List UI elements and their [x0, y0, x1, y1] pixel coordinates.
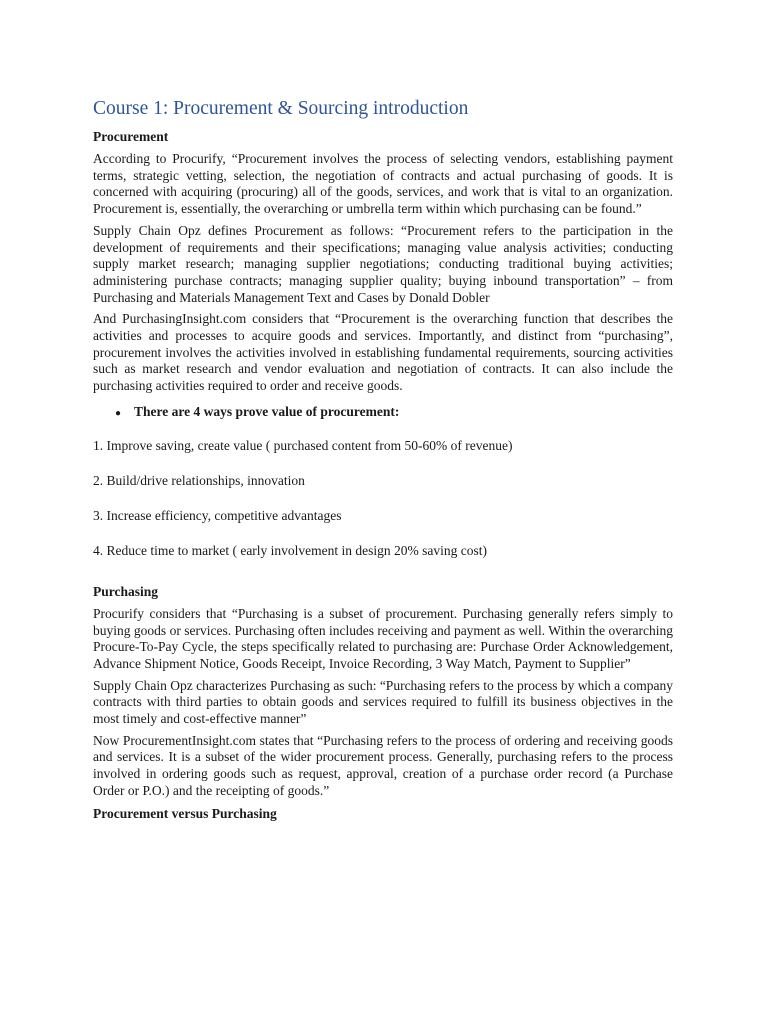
- way-item-1: 1. Improve saving, create value ( purchased content from 50-60% of revenue): [93, 437, 513, 453]
- versus-heading: Procurement versus Purchasing: [93, 805, 277, 821]
- way-item-2: 2. Build/drive relationships, innovation: [93, 472, 305, 488]
- purchasing-heading: Purchasing: [93, 583, 159, 599]
- bullet-icon: ●: [115, 407, 122, 419]
- purchasing-paragraph-supply-chain-opz: Supply Chain Opz characterizes Purchasing as such: “Purchasing refers to the process by which a company contracts with third parties to obtain goods and services required to fulfill its business objectives in the most timely and cost-effective manner”: [93, 677, 673, 727]
- bullet-text: There are 4 ways prove value of procurement:: [134, 403, 400, 419]
- document-page: [93, 96, 673, 828]
- procurement-paragraph-procurify: According to Procurify, “Procurement involves the process of selecting vendors, establishing payment terms, strategic vetting, selection, the negotiation of contracts and actual purchasing of goods. It is concerned with acquiring (procuring) all of the goods, services, and work that is vital to an organization. Procurement is, essentially, the overarching or umbrella term within which purchasing can be found.”: [93, 151, 673, 217]
- bullet-item: [115, 403, 673, 423]
- course-title: Course 1: Procurement & Sourcing introduction: [93, 98, 469, 119]
- way-item-3: 3. Increase efficiency, competitive advantages: [93, 507, 342, 523]
- procurement-paragraph-supply-chain-opz: Supply Chain Opz defines Procurement as follows: “Procurement refers to the participation in the development of requirements and their specifications; managing value analysis activities; conducting supply market research; managing supplier negotiations; conducting traditional buying activities; administering purchase contracts; managing supplier quality; buying inbound transportation” – from Purchasing and Materials Management Text and Cases by Donald Dobler: [93, 222, 673, 305]
- procurement-heading: Procurement: [93, 129, 169, 144]
- purchasing-paragraph-procurify: Procurify considers that “Purchasing is a subset of procurement. Purchasing generally refers simply to buying goods or services. Purchasing often includes receiving and payment as well. Within the overarching Procure-To-Pay Cycle, the steps specifically related to purchasing are: Purchase Order Acknowledgement, Advance Shipment Notice, Goods Receipt, Invoice Recording, 3 Way Match, Payment to Supplier”: [93, 605, 673, 671]
- procurement-paragraph-purchasinginsight: And PurchasingInsight.com considers that “Procurement is the overarching function that describes the activities and processes to acquire goods and services. Importantly, and distinct from “purchasing”, procurement involves the activities involved in establishing fundamental requirements, sourcing activities such as market research and vendor evaluation and negotiation of contracts. It can also include the purchasing activities required to order and receive goods.: [93, 311, 673, 394]
- way-item-4: 4. Reduce time to market ( early involvement in design 20% saving cost): [93, 542, 488, 558]
- purchasing-paragraph-procurementinsight: Now ProcurementInsight.com states that “Purchasing refers to the process of ordering and receiving goods and services. It is a subset of the wider procurement process. Generally, purchasing refers to the process involved in ordering goods such as request, approval, creation of a purchase order record (a Purchase Order or P.O.) and the receipting of goods.”: [93, 732, 673, 798]
